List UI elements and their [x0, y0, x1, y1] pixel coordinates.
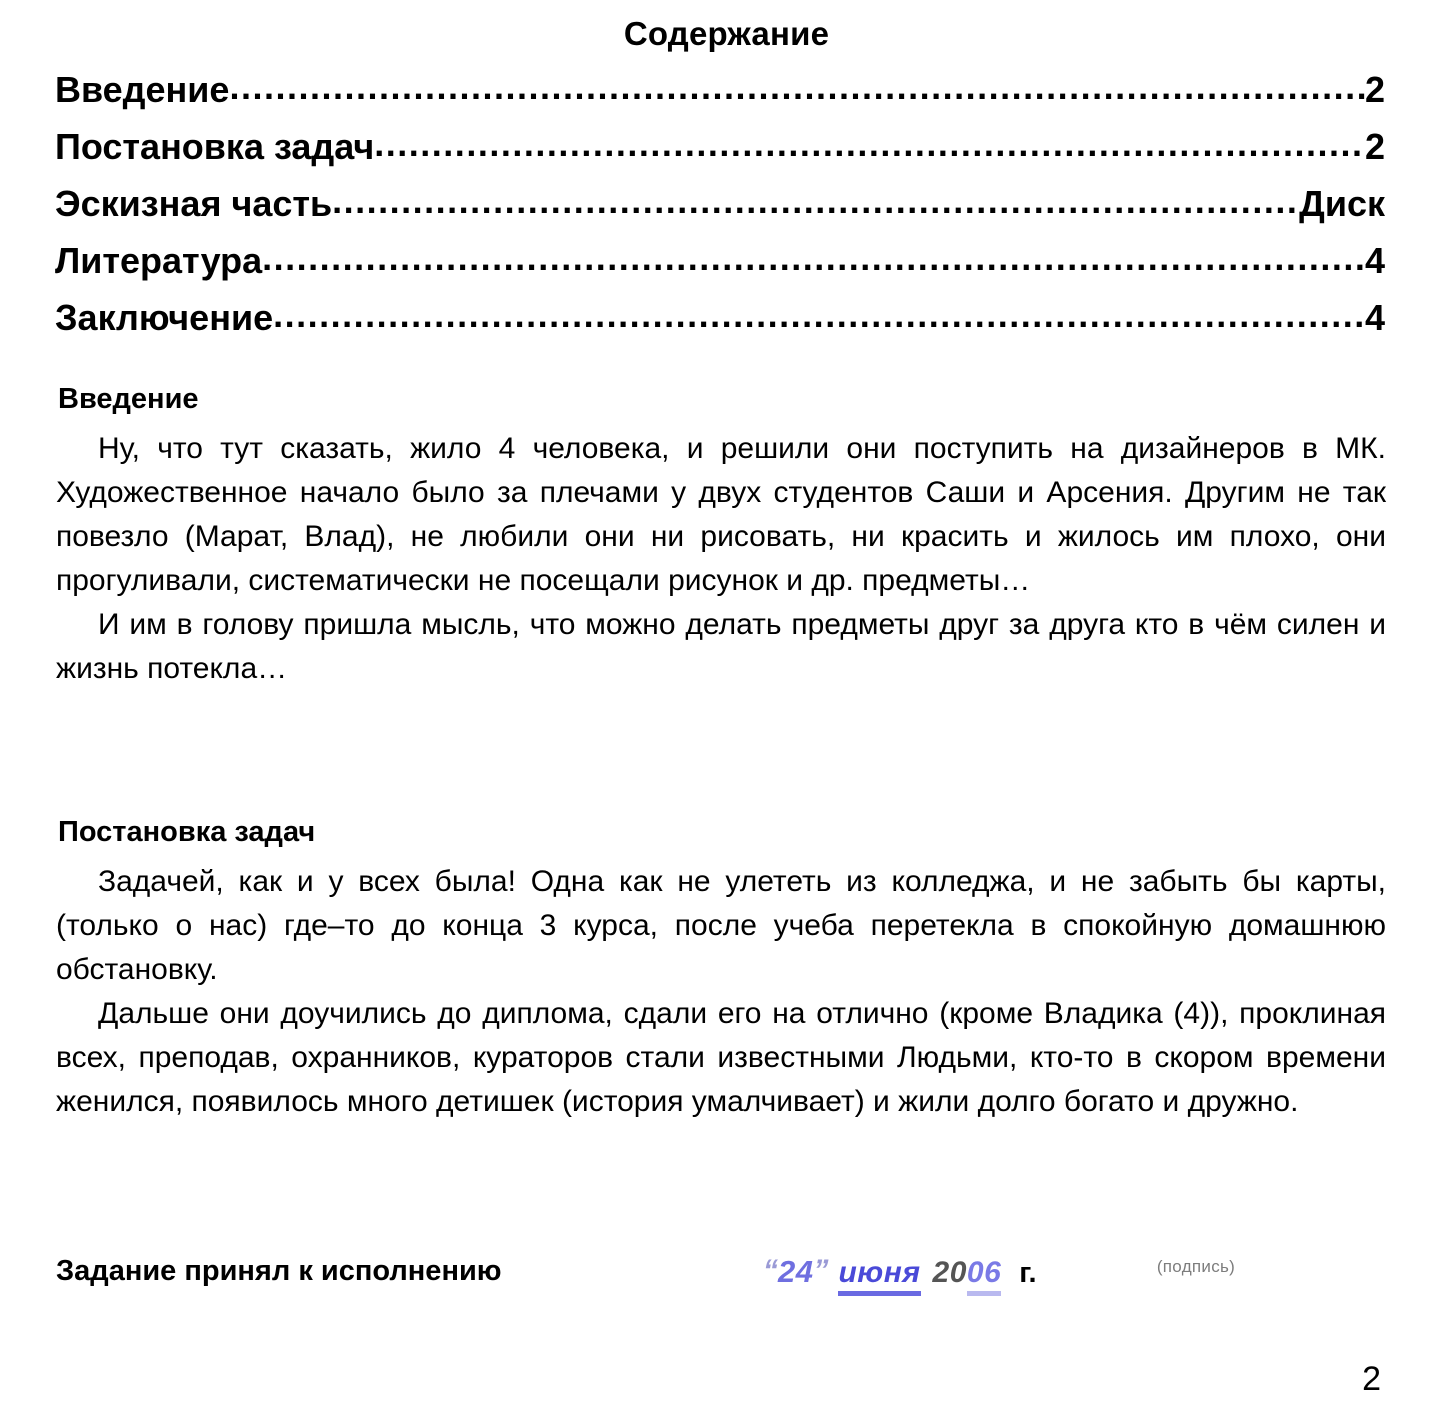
toc-entry-page: 4 — [1364, 240, 1385, 281]
date-year-first: 20 — [932, 1256, 967, 1289]
acceptance-row — [56, 1249, 1396, 1329]
toc-entry-label: Эскизная часть — [55, 183, 333, 224]
toc-entry-eskiznaya-chast[interactable] — [55, 180, 1385, 237]
toc-dot-leader — [262, 237, 1365, 273]
toc-entry-label: Постановка задач — [55, 126, 375, 167]
toc-entry-zaklyuchenie[interactable] — [55, 294, 1385, 351]
date-year-suffix: г. — [1019, 1257, 1037, 1289]
quote-close: ” — [813, 1254, 829, 1287]
paragraph: Задачей, как и у всех была! Одна как не улететь из колледжа, и не забыть бы карты, (только о нас) где–то до конца 3 курса, после учеба перетекла в спокойную домашнюю обстановку. — [56, 865, 1386, 986]
paragraph: Ну, что тут сказать, жило 4 человека, и решили они поступить на дизайнеров в МК. Художественное начало было за плечами у двух студентов Саши и Арсения. Другим не так повезло (Марат, Влад), не любили они ни рисовать, ни красить и жилось им плохо, они прогуливали, систематически не посещали рисунок и др. предметы… — [56, 432, 1386, 597]
toc-entry-page: 2 — [1364, 126, 1385, 167]
paragraph: И им в голову пришла мысль, что можно делать предметы друг за друга кто в чём силен и жизнь потекла… — [56, 608, 1386, 685]
quote-open: “ — [763, 1254, 778, 1287]
date-month: июня — [838, 1256, 920, 1296]
toc-dot-leader — [273, 294, 1365, 330]
toc-entry-postanovka-zadach[interactable] — [55, 123, 1385, 180]
signature-caption: (подпись) — [1156, 1257, 1236, 1276]
toc-entry-vvedenie[interactable] — [55, 66, 1385, 123]
signature-slot[interactable] — [1104, 1257, 1288, 1277]
toc-entry-page: 4 — [1364, 297, 1385, 338]
table-of-contents — [55, 66, 1385, 351]
toc-entry-label: Введение — [55, 69, 230, 110]
acceptance-date — [763, 1249, 1037, 1295]
date-day: 24 — [778, 1254, 814, 1289]
page-number: 2 — [1362, 1360, 1381, 1398]
date-year-second: 06 — [967, 1256, 1001, 1296]
section-body-postanovka-zadach — [56, 860, 1386, 1124]
toc-dot-leader — [229, 66, 1365, 102]
acceptance-label: Задание принял к исполнению — [56, 1255, 502, 1287]
page-title: Содержание — [623, 15, 830, 52]
paragraph: Дальше они доучились до диплома, сдали его на отлично (кроме Владика (4)), проклиная всех, преподав, охранников, кураторов стали известными Людьми, кто-то в скором времени женился, появилось много детишек (история умалчивает) и жили долго богато и дружно. — [56, 997, 1386, 1118]
toc-entry-label: Литература — [55, 240, 263, 281]
toc-dot-leader — [374, 123, 1365, 159]
toc-dot-leader — [332, 180, 1299, 216]
section-heading-postanovka-zadach: Постановка задач — [58, 816, 316, 848]
toc-entry-literatura[interactable] — [55, 237, 1385, 294]
toc-entry-page: 2 — [1364, 69, 1385, 110]
toc-entry-label: Заключение — [55, 297, 274, 338]
section-body-vvedenie — [56, 427, 1386, 691]
toc-entry-page: Диск — [1299, 183, 1385, 224]
section-heading-vvedenie: Введение — [58, 383, 199, 415]
